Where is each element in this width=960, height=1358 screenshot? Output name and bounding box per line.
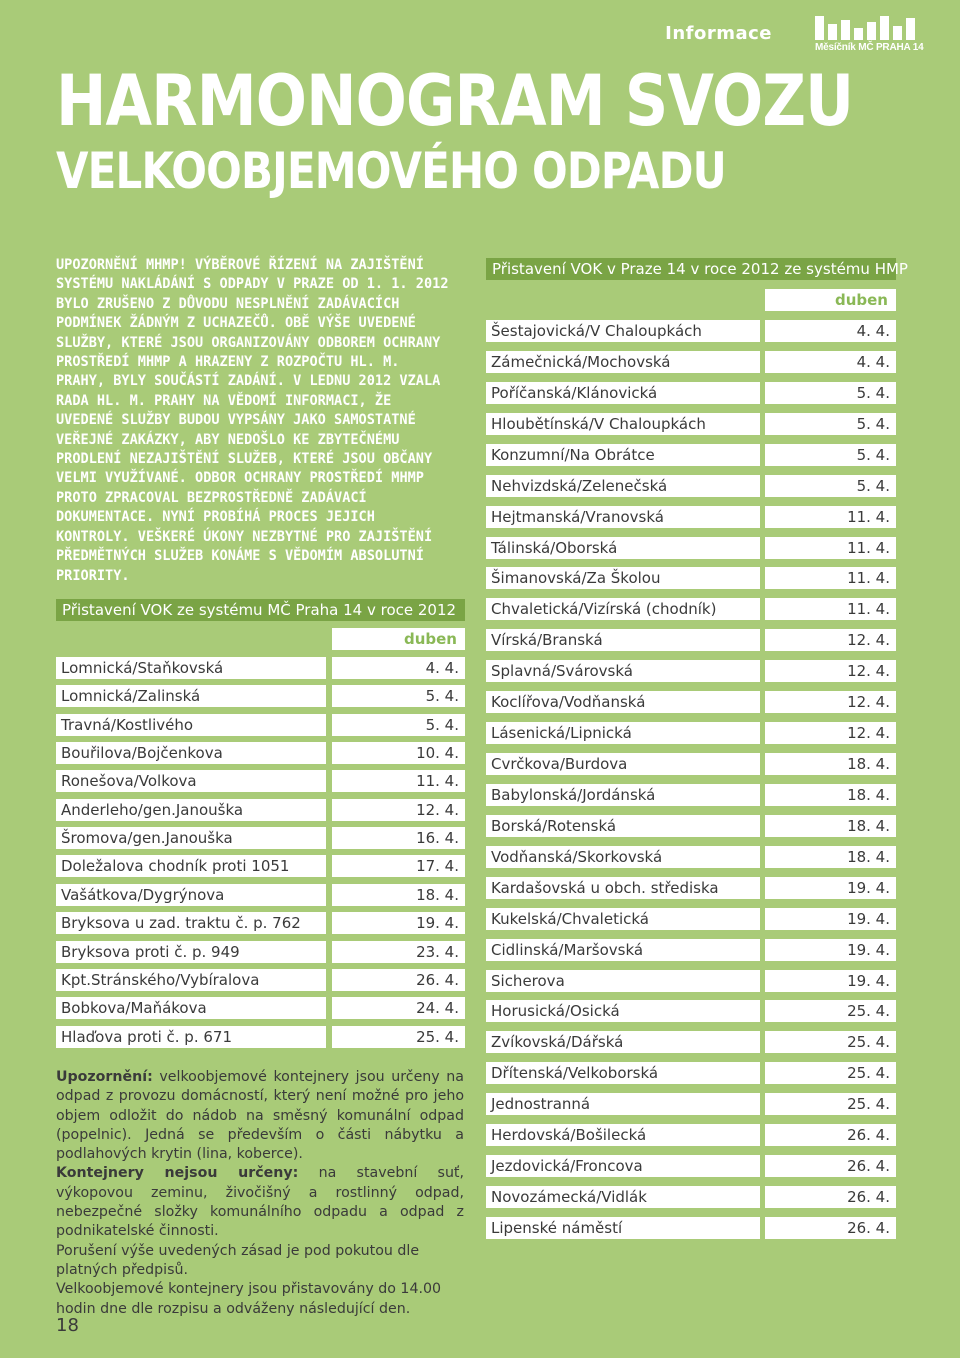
row-place: Tálinská/Oborská xyxy=(486,537,760,559)
notice-part-1: UPOZORNĚNÍ MHMP! VÝBĚROVÉ ŘÍZENÍ NA ZAJIŠTĚNÍ SYSTÉMU NAKLÁDÁNÍ S ODPADY V PRAZE OD 1. 1. 2012 BYLO ZRUŠENO Z DŮVODU NESPLNĚNÍ ZADÁVACÍCH PODMÍNEK ŽÁDNÝM Z UCHAZEČŮ. xyxy=(56,257,449,332)
row-date: 19. 4. xyxy=(765,939,896,961)
row-date: 4. 4. xyxy=(332,657,465,679)
row-place: Kardašovská u obch. střediska xyxy=(486,877,760,899)
table-row xyxy=(486,506,896,528)
row-place: Sicherova xyxy=(486,970,760,992)
row-date: 19. 4. xyxy=(765,877,896,899)
row-place: Šestajovická/V Chaloupkách xyxy=(486,320,760,342)
page-title: HARMONOGRAM SVOZU xyxy=(56,60,854,142)
table-row xyxy=(56,969,465,991)
row-date: 18. 4. xyxy=(765,846,896,868)
row-date: 5. 4. xyxy=(765,413,896,435)
row-place: Zvíkovská/Dářská xyxy=(486,1031,760,1053)
table-row xyxy=(486,970,896,992)
row-place: Splavná/Svárovská xyxy=(486,660,760,682)
row-date: 16. 4. xyxy=(332,827,465,849)
table-row xyxy=(486,382,896,404)
logo-bars-icon xyxy=(815,16,930,40)
row-date: 5. 4. xyxy=(332,714,465,736)
row-place: Novozámecká/Vidlák xyxy=(486,1186,760,1208)
row-place: Jednostranná xyxy=(486,1093,760,1115)
table-row xyxy=(486,722,896,744)
row-place: Bryksova proti č. p. 949 xyxy=(56,941,326,963)
row-date: 25. 4. xyxy=(765,1000,896,1022)
row-date: 18. 4. xyxy=(765,753,896,775)
table-row xyxy=(56,827,465,849)
row-place: Bobkova/Maňákova xyxy=(56,997,326,1019)
row-date: 12. 4. xyxy=(332,799,465,821)
not-intended-label: Kontejnery nejsou určeny: xyxy=(56,1165,299,1182)
table-row xyxy=(486,444,896,466)
row-place: Koclířova/Vodňanská xyxy=(486,691,760,713)
row-place: Hejtmanská/Vranovská xyxy=(486,506,760,528)
table-row xyxy=(56,941,465,963)
table-row xyxy=(56,1026,465,1048)
table-row xyxy=(486,784,896,806)
row-place: Hloubětínská/V Chaloupkách xyxy=(486,413,760,435)
table-row xyxy=(486,1186,896,1208)
table-row xyxy=(56,714,465,736)
row-date: 19. 4. xyxy=(765,908,896,930)
row-date: 5. 4. xyxy=(765,475,896,497)
row-date: 11. 4. xyxy=(765,567,896,589)
row-date: 12. 4. xyxy=(765,660,896,682)
row-date: 26. 4. xyxy=(765,1155,896,1177)
row-place: Horusická/Osická xyxy=(486,1000,760,1022)
table-row xyxy=(56,685,465,707)
row-place: Konzumní/Na Obrátce xyxy=(486,444,760,466)
row-place: Poříčanská/Klánovická xyxy=(486,382,760,404)
row-date: 12. 4. xyxy=(765,629,896,651)
row-date: 24. 4. xyxy=(332,997,465,1019)
row-date: 4. 4. xyxy=(765,351,896,373)
warning-text: velkoobjemové kontejnery jsou určeny na odpad z provozu domácností, který není možné pro jeho objem odložit do nádob na směsný komunální odpad (popelnic). Jedná se především o části nábytku a podlahových krytin (lina, koberce). xyxy=(56,1069,464,1163)
row-place: Zámečnická/Mochovská xyxy=(486,351,760,373)
row-date: 25. 4. xyxy=(765,1093,896,1115)
table-row xyxy=(486,1155,896,1177)
table-row xyxy=(486,351,896,373)
row-date: 4. 4. xyxy=(765,320,896,342)
row-date: 11. 4. xyxy=(765,598,896,620)
table-row xyxy=(486,660,896,682)
row-place: Lomnická/Staňkovská xyxy=(56,657,326,679)
row-place: Nehvizdská/Zelenečská xyxy=(486,475,760,497)
table-row xyxy=(486,877,896,899)
warning-label: Upozornění: xyxy=(56,1069,153,1085)
row-date: 18. 4. xyxy=(765,815,896,837)
not-intended-paragraph xyxy=(56,1164,464,1241)
table-row xyxy=(486,1093,896,1115)
table-row xyxy=(486,629,896,651)
row-place: Šromova/gen.Janouška xyxy=(56,827,326,849)
table-row xyxy=(56,855,465,877)
row-date: 26. 4. xyxy=(332,969,465,991)
table-row xyxy=(56,770,465,792)
row-date: 12. 4. xyxy=(765,722,896,744)
row-date: 11. 4. xyxy=(765,537,896,559)
table-hmp-title: Přistavení VOK v Praze 14 v roce 2012 ze systému HMP xyxy=(486,258,896,280)
magazine-logo xyxy=(815,16,930,54)
logo-text: Měsíčník MČ PRAHA 14 xyxy=(815,42,924,53)
row-date: 25. 4. xyxy=(332,1026,465,1048)
row-place: Lipenské náměstí xyxy=(486,1217,760,1239)
row-date: 26. 4. xyxy=(765,1124,896,1146)
table-row xyxy=(486,320,896,342)
table-row xyxy=(486,567,896,589)
row-place: Kpt.Stránského/Vybíralova xyxy=(56,969,326,991)
table-mc-month: duben xyxy=(332,628,465,650)
row-place: Cvrčkova/Burdova xyxy=(486,753,760,775)
mhmp-notice xyxy=(56,256,455,586)
row-date: 17. 4. xyxy=(332,855,465,877)
table-row xyxy=(486,1124,896,1146)
row-date: 5. 4. xyxy=(332,685,465,707)
table-row xyxy=(56,742,465,764)
row-place: Lásenická/Lipnická xyxy=(486,722,760,744)
penalty-paragraph: Porušení výše uvedených zásad je pod pokutou dle platných předpisů. xyxy=(56,1242,420,1278)
table-row xyxy=(486,691,896,713)
notice-part-2: OBĚ VÝŠE UVEDENÉ SLUŽBY, KTERÉ JSOU ORGANIZOVÁNY ODBOREM OCHRANY PROSTŘEDÍ MHMP A HRAZENY Z ROZPOČTU HL. M. PRAHY, BYLY SOUČÁSTÍ ZADÁNÍ. V LEDNU 2012 VZALA RADA HL. M. PRAHY NA VĚDOMÍ INFORMACI, ŽE UVEDENÉ SLUŽBY BUDOU VYPSÁNY JAKO SAMOSTATNÉ VEŘEJNÉ ZAKÁZKY, ABY NEDOŠLO KE ZBYTEČNÉMU PRODLENÍ NEZAJIŠTĚNÍ SLUŽEB, KTERÉ JSOU OBČANY VELMI VYUŽÍVANÉ. xyxy=(56,315,441,487)
row-place: Vašátkova/Dygrýnova xyxy=(56,884,326,906)
table-row xyxy=(486,846,896,868)
row-place: Chvaletická/Vizírská (chodník) xyxy=(486,598,760,620)
notice-part-3: ODBOR OCHRANY PROSTŘEDÍ MHMP PROTO ZPRACOVAL BEZPROSTŘEDNĚ ZADÁVACÍ DOKUMENTACE. NYNÍ PROBÍHÁ PROCES JEJICH KONTROLY. VEŠKERÉ ÚKONY NEZBYTNÉ PRO ZAJIŠTĚNÍ PŘEDMĚTNÝCH SLUŽEB KONÁME S VĚDOMÍM ABSOLUTNÍ PRIORITY. xyxy=(56,470,433,584)
row-place: Vírská/Branská xyxy=(486,629,760,651)
not-intended-text: na stavební suť, výkopovou zeminu, živočišný a rostlinný odpad, nebezpečné složky komunálního odpadu a odpad z podnikatelské činnosti. xyxy=(56,1165,465,1240)
row-date: 25. 4. xyxy=(765,1062,896,1084)
page-subtitle: VELKOOBJEMOVÉHO ODPADU xyxy=(56,142,726,200)
row-place: Dřítenská/Velkoborská xyxy=(486,1062,760,1084)
schedule-paragraph: Velkoobjemové kontejnery jsou přistavovány do 14.00 hodin dne dle rozpisu a odváženy následující den. xyxy=(56,1281,442,1317)
row-date: 26. 4. xyxy=(765,1217,896,1239)
row-place: Hlaďova proti č. p. 671 xyxy=(56,1026,326,1048)
table-row xyxy=(486,598,896,620)
row-date: 11. 4. xyxy=(765,506,896,528)
table-row xyxy=(486,908,896,930)
row-place: Jezdovická/Froncova xyxy=(486,1155,760,1177)
table-row xyxy=(486,939,896,961)
row-place: Vodňanská/Skorkovská xyxy=(486,846,760,868)
row-date: 11. 4. xyxy=(332,770,465,792)
info-text xyxy=(56,1068,464,1319)
table-hmp-month: duben xyxy=(765,289,896,311)
table-row xyxy=(486,1031,896,1053)
row-place: Herdovská/Bošilecká xyxy=(486,1124,760,1146)
row-date: 19. 4. xyxy=(332,912,465,934)
table-row xyxy=(56,997,465,1019)
row-place: Cidlinská/Maršovská xyxy=(486,939,760,961)
table-row xyxy=(56,657,465,679)
row-place: Bryksova u zad. traktu č. p. 762 xyxy=(56,912,326,934)
row-date: 19. 4. xyxy=(765,970,896,992)
table-row xyxy=(486,815,896,837)
row-place: Doležalova chodník proti 1051 xyxy=(56,855,326,877)
table-row xyxy=(486,475,896,497)
table-row xyxy=(56,799,465,821)
row-date: 18. 4. xyxy=(765,784,896,806)
row-place: Travná/Kostlivého xyxy=(56,714,326,736)
row-date: 10. 4. xyxy=(332,742,465,764)
row-date: 18. 4. xyxy=(332,884,465,906)
row-place: Borská/Rotenská xyxy=(486,815,760,837)
table-row xyxy=(486,413,896,435)
table-row xyxy=(486,1062,896,1084)
row-place: Bouřilova/Bojčenkova xyxy=(56,742,326,764)
table-mc-title: Přistavení VOK ze systému MČ Praha 14 v roce 2012 xyxy=(56,599,465,621)
table-row xyxy=(486,753,896,775)
row-place: Lomnická/Zalinská xyxy=(56,685,326,707)
row-date: 12. 4. xyxy=(765,691,896,713)
row-place: Šimanovská/Za Školou xyxy=(486,567,760,589)
table-row xyxy=(56,884,465,906)
table-row xyxy=(56,912,465,934)
row-place: Ronešova/Volkova xyxy=(56,770,326,792)
row-date: 5. 4. xyxy=(765,444,896,466)
page-number: 18 xyxy=(56,1315,79,1336)
row-date: 25. 4. xyxy=(765,1031,896,1053)
table-row xyxy=(486,1000,896,1022)
row-date: 23. 4. xyxy=(332,941,465,963)
row-place: Babylonská/Jordánská xyxy=(486,784,760,806)
table-row xyxy=(486,537,896,559)
table-row xyxy=(486,1217,896,1239)
row-date: 5. 4. xyxy=(765,382,896,404)
row-place: Anderleho/gen.Janouška xyxy=(56,799,326,821)
row-place: Kukelská/Chvaletická xyxy=(486,908,760,930)
row-date: 26. 4. xyxy=(765,1186,896,1208)
section-label: Informace xyxy=(665,23,772,44)
warning-paragraph xyxy=(56,1068,464,1164)
